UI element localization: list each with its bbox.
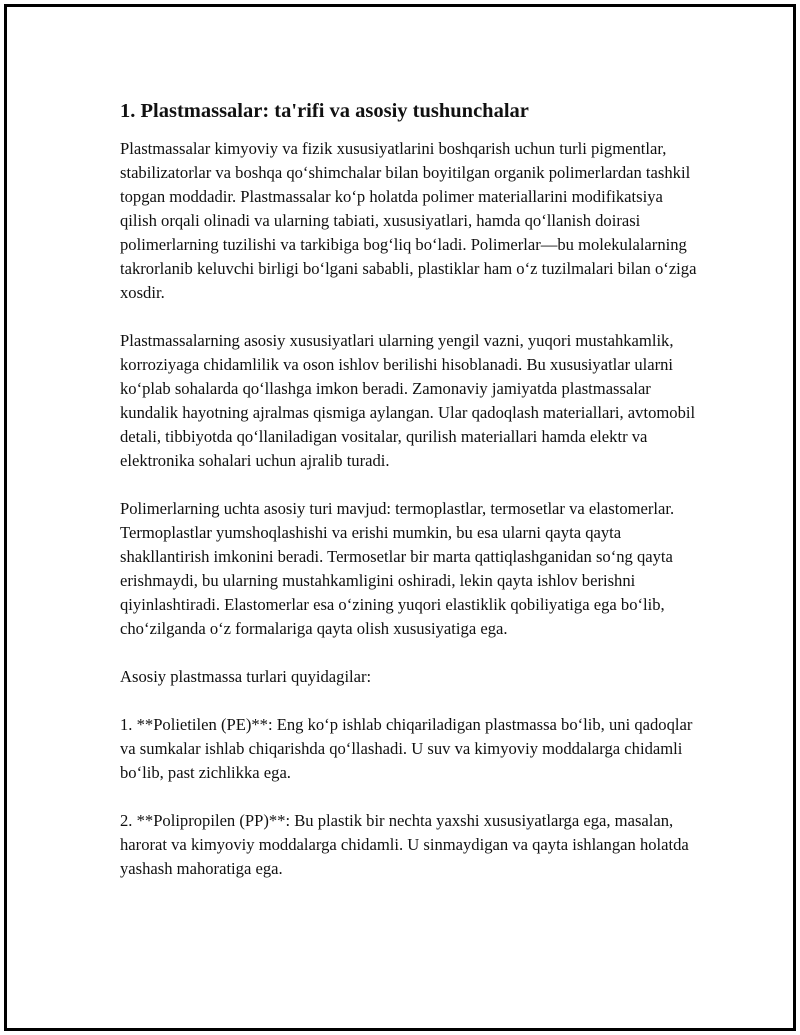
paragraph-polymer-types: Polimerlarning uchta asosiy turi mavjud: termoplastlar, termosetlar va elastomerlar. Termoplastlar yumshoqlashishi va erishi mumkin, bu esa ularni qayta qayta shakllantirish imkonini beradi. Termosetlar bir marta qattiqlashganidan so‘ng qayta erishmaydi, bu ularning mustahkamligini oshiradi, lekin qayta ishlov berishni qiyinlashtiradi. Elastomerlar esa o‘zining yuqori elastiklik qobiliyatiga ega bo‘lib, cho‘zilganda o‘z formalariga qayta olish xususiyatiga ega. (120, 499, 675, 638)
paragraph-properties: Plastmassalarning asosiy xususiyatlari ularning yengil vazni, yuqori mustahkamlik, korroziyaga chidamlilik va oson ishlov berilishi hisoblanadi. Bu xususiyatlar ularni ko‘plab sohalarda qo‘llashga imkon beradi. Zamonaviy jamiyatda plastmassalar kundalik hayotning ajralmas qismiga aylangan. Ular qadoqlash materiallari, avtomobil detali, tibbiyotda qo‘llaniladigan vositalar, qurilish materiallari hamda elektr va elektronika sohalari uchun ajralib turadi. (120, 331, 696, 470)
paragraph-list-intro: Asosiy plastmassa turlari quyidagilar: (120, 667, 372, 686)
section-heading: 1. Plastmassalar: ta'rifi va asosiy tushunchalar (120, 100, 529, 122)
paragraph-definition: Plastmassalar kimyoviy va fizik xususiyatlarini boshqarish uchun turli pigmentlar, stabilizatorlar va boshqa qo‘shimchalar bilan boyitilgan organik polimerlardan tashkil topgan moddadir. Plastmassalar ko‘p holatda polimer materiallarini modifikatsiya qilish orqali olinadi va ularning tabiati, xususiyatlari, hamda qo‘llanish doirasi polimerlarning tuzilishi va tarkibiga bog‘liq bo‘ladi. Polimerlar—bu molekulalarning takrorlanib keluvchi birligi bo‘lgani sababli, plastiklar ham o‘z tuzilmalari bilan o‘ziga xosdir. (120, 139, 697, 302)
document-page (4, 4, 796, 1031)
list-item-polyethylene: 1. **Polietilen (PE)**: Eng ko‘p ishlab chiqariladigan plastmassa bo‘lib, uni qadoqlar va sumkalar ishlab chiqarishda qo‘llashadi. U suv va kimyoviy moddalarga chidamli bo‘lib, past zichlikka ega. (120, 715, 693, 782)
list-item-polypropylene: 2. **Polipropilen (PP)**: Bu plastik bir nechta yaxshi xususiyatlarga ega, masalan, harorat va kimyoviy moddalarga chidamli. U sinmaydigan va qayta ishlangan holatda yashash mahoratiga ega. (120, 811, 689, 878)
document-body (120, 98, 700, 905)
